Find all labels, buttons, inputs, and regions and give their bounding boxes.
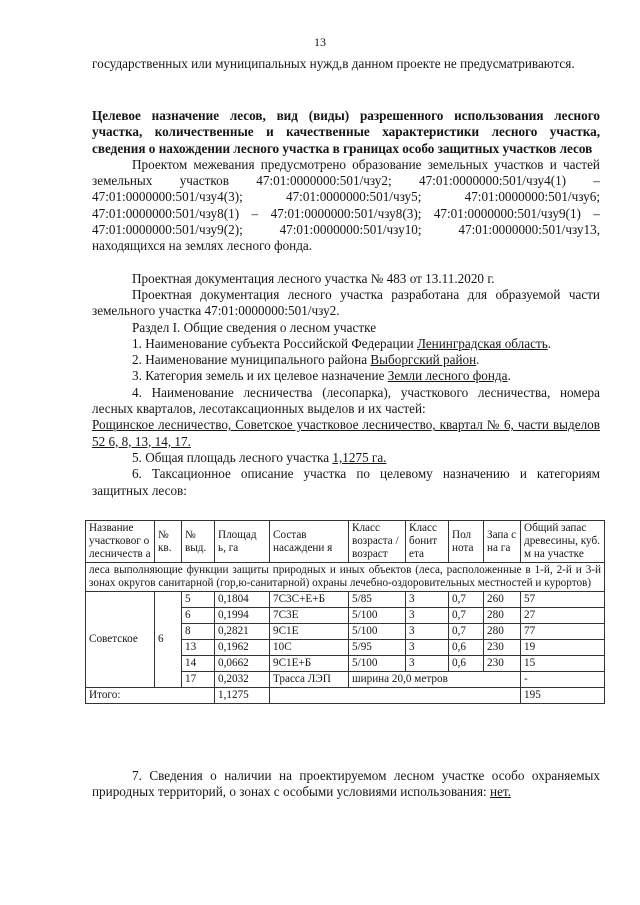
total-area: 1,1275: [215, 688, 270, 704]
tail-block: [92, 768, 600, 801]
table-category-row: [86, 563, 605, 592]
table-cell: 19: [521, 640, 605, 656]
table-cell: 0,7: [449, 608, 484, 624]
table-header-cell: Общий запас древесины, куб. м на участке: [521, 521, 605, 563]
table-cell: 3: [406, 656, 449, 672]
taxation-table: [85, 520, 605, 704]
item-1-value: Ленинградская область: [416, 335, 548, 351]
table-header-row: [86, 521, 605, 563]
table-cell: 260: [484, 592, 521, 608]
table-cell: -: [521, 672, 605, 688]
table-header-cell: Площад ь, га: [215, 521, 270, 563]
item-3-value: Земли лесного фонда: [387, 368, 508, 384]
table-cell: 5/100: [349, 624, 406, 640]
total-label: Итого:: [86, 688, 215, 704]
table-cell: 230: [484, 640, 521, 656]
table-cell: 5: [182, 592, 215, 608]
table-cell: 0,7: [449, 592, 484, 608]
table-cell: 6: [182, 608, 215, 624]
table-cell: 13: [182, 640, 215, 656]
item-4: 4. Наименование лесничества (лесопарка), участкового лесничества, номера лесных кварталов, лесотаксационных выделов и их частей:: [92, 384, 600, 417]
section-heading: Целевое назначение лесов, вид (виды) разрешенного использования лесного участка, количественные и качественные характеристики лесного участка, сведения о нахождении лесного участка в границах особо защитных участков лесов: [92, 108, 600, 156]
intro-paragraph: государственных или муниципальных нужд,в данном проекте не предусматриваются.: [92, 56, 575, 71]
doc-title: Проектная документация лесного участка № 483 от 13.11.2020 г.: [132, 270, 495, 286]
table-cell: 0,1994: [215, 608, 270, 624]
intro-block: [92, 56, 600, 72]
main-block: [92, 108, 600, 499]
table-header-cell: Название участковог о лесничеств а: [86, 521, 155, 563]
table-header-cell: Класс возраста /возраст: [349, 521, 406, 563]
paragraph-mezhevanie: Проектом межевания предусмотрено образование земельных участков и частей земельных участков 47:01:0000000:501/чзу2; 47:01:0000000:501/чзу4(1) – 47:01:0000000:501/чзу4(3); 47:01:0000000:501/чзу5; 47:01:0000000:501/чзу6; 47:01:0000000:501/чзу8(1) – 47:01:0000000:501/чзу8(3); 47:01:0000000:501/чзу9(1) – 47:01:0000000:501/чзу9(2); 47:01:0000000:501/чзу10; 47:01:0000000:501/чзу13, находящихся на землях лесного фонда.: [92, 156, 600, 254]
item-1: 1. Наименование субъекта Российской Федерации Ленинградская область.: [132, 335, 552, 351]
item-2: 2. Наименование муниципального района Выборгский район.: [132, 352, 480, 368]
item-7: 7. Сведения о наличии на проектируемом лесном участке особо охраняемых природных территорий, о зонах с особыми условиями использования: нет.: [92, 768, 600, 800]
table-cell: 3: [406, 608, 449, 624]
total-volume: 195: [521, 688, 605, 704]
table-row: [86, 592, 605, 608]
table-cell: 280: [484, 624, 521, 640]
section-title: Раздел I. Общие сведения о лесном участке: [132, 319, 377, 335]
item-7-value: нет.: [490, 784, 511, 800]
quarter-cell: 6: [155, 592, 182, 688]
item-6: 6. Таксационное описание участка по целевому назначению и категориям защитных лесов:: [92, 466, 600, 498]
doc-paragraph: Проектная документация лесного участка разработана для образуемой части земельного участка 47:01:0000000:501/чзу2.: [92, 286, 600, 319]
item-4-value: Рощинское лесничество, Советское участковое лесничество, квартал № 6, части выделов 52 6, 8, 13, 14, 17.: [92, 417, 600, 449]
table-cell: 15: [521, 656, 605, 672]
table-cell: 230: [484, 656, 521, 672]
table-cell: 9С1Е: [270, 624, 349, 640]
page-number: 13: [314, 35, 326, 49]
table-cell: 0,2821: [215, 624, 270, 640]
table-cell: 27: [521, 608, 605, 624]
table-cell: 0,0662: [215, 656, 270, 672]
table-cell: 7С3С+Е+Б: [270, 592, 349, 608]
table-cell: 3: [406, 624, 449, 640]
table-cell: 5/100: [349, 608, 406, 624]
table-cell: 3: [406, 592, 449, 608]
table-cell: 14: [182, 656, 215, 672]
table-cell: 7С3Е: [270, 608, 349, 624]
table-header-cell: Класс бонит ета: [406, 521, 449, 563]
table-cell: 3: [406, 640, 449, 656]
item-3: 3. Категория земель и их целевое назначение Земли лесного фонда.: [132, 368, 511, 384]
table-total-row: [86, 688, 605, 704]
table-cell: 9С1Е+Б: [270, 656, 349, 672]
table-cell: 0,6: [449, 640, 484, 656]
table-cell: 5/95: [349, 640, 406, 656]
table-cell: [270, 688, 521, 704]
table-cell: 0,1804: [215, 592, 270, 608]
item-5-value: 1,1275 га.: [332, 449, 387, 465]
category-cell: леса выполняющие функции защиты природных и иных объектов (леса, расположенные в 1-й, 2-й и 3-й зонах округов санитарной (гор,ю-санитарной) охраны лечебно-оздоровительных местностей и курортов): [86, 563, 605, 592]
table-cell: 280: [484, 608, 521, 624]
table-cell: 0,6: [449, 656, 484, 672]
table-cell: 77: [521, 624, 605, 640]
table-cell: 0,2032: [215, 672, 270, 688]
table-header-cell: Состав насаждени я: [270, 521, 349, 563]
table-header-cell: Запа с на га: [484, 521, 521, 563]
item-5: 5. Общая площадь лесного участка 1,1275 га.: [132, 449, 387, 465]
item-2-value: Выборгский район: [370, 352, 477, 368]
table-cell: 5/100: [349, 656, 406, 672]
table-cell: 0,1962: [215, 640, 270, 656]
table-cell: ширина 20,0 метров: [349, 672, 521, 688]
table-header-cell: № кв.: [155, 521, 182, 563]
table-header-cell: Пол нота: [449, 521, 484, 563]
table-cell: 10С: [270, 640, 349, 656]
table-cell: 8: [182, 624, 215, 640]
table-cell: Трасса ЛЭП: [270, 672, 349, 688]
table-cell: 17: [182, 672, 215, 688]
table-cell: 0,7: [449, 624, 484, 640]
table-header-cell: № выд.: [182, 521, 215, 563]
table-cell: 57: [521, 592, 605, 608]
forestry-cell: Советское: [86, 592, 155, 688]
table-cell: 5/85: [349, 592, 406, 608]
